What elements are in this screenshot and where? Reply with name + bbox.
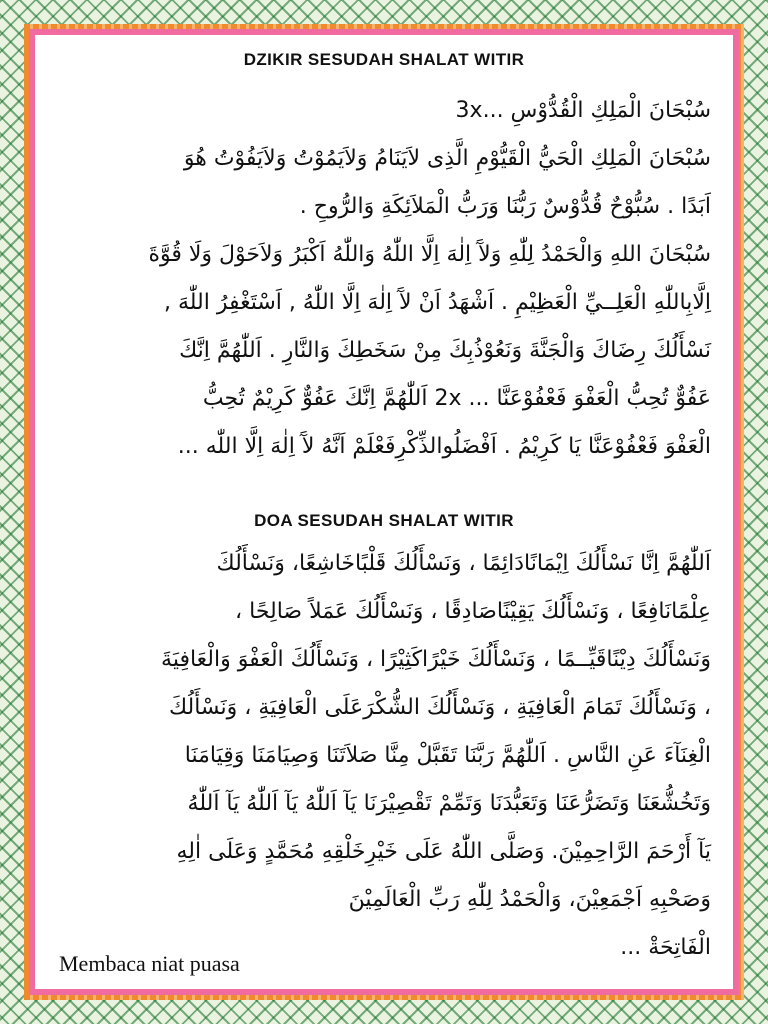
doa-line: الْفَاتِحَةْ ... — [620, 935, 711, 960]
dzikir-line: سُبْحَانَ الْمَلِكِ الْحَيُّ الْقَيُّوْمِ الَّذِى لاَيَنَامُ وَلاَيَمُوْتُ وَلاَيَفُوْتُ هُوَ — [183, 146, 711, 171]
dzikir-line: نَسْأَلُكَ رِضَاكَ وَالْجَنَّةَ وَنَعُوْذُبِكَ مِنْ سَخَطِكَ وَالنَّارِ . اَللّٰهُمَّ اِنَّكَ — [179, 338, 711, 363]
dzikir-line: سُبْحَانَ الْمَلِكِ الْقُدُّوْسِ ...3x — [455, 98, 711, 123]
doa-line: الْغِنَآءَ عَنِ النَّاسِ . اَللّٰهُمَّ رَبَّنَا تَقَبَّلْ مِنَّا صَلاَتَنَا وَصِيَامَنَا وَقِيَامَنَا — [184, 743, 711, 768]
dzikir-line: سُبْحَانَ اللهِ وَالْحَمْدُ لِلّٰهِ وَلآَ اِلٰهَ اِلَّا اللّٰهُ وَاللّٰهُ اَكْبَرُ وَلاَحَوْلَ وَلَا قُوَّةَ — [148, 242, 711, 267]
dzikir-line: اِلَّابِاللّٰهِ الْعَلِــيِّ الْعَظِيْمِ . اَشْهَدُ اَنْ لآَ اِلٰهَ اِلَّا اللّٰهُ , اَسْتَغْفِرُ اللّٰهَ , — [163, 290, 711, 315]
doa-line: وَتَخُشُّعَنَا وَتَضَرُّعَنَا وَتَعَبُّدَنَا وَتَمِّمْ تَقْصِيْرَنَا يَآ اَللّٰهُ يَآ اَللّٰهُ يَآ اَللّٰهُ — [187, 791, 711, 816]
niat-puasa-note: Membaca niat puasa — [59, 951, 240, 976]
dzikir-line: عَفُوٌّ تُحِبُّ الْعَفْوَ فَعْفُوْعَنَّا ... 2x اَللّٰهُمَّ اِنَّكَ عَفُوٌّ كَرِيْمٌ تُحِبُّ — [202, 386, 711, 411]
doa-line: ، وَنَسْأَلُكَ تَمَامَ الْعَافِيَةِ ، وَنَسْأَلُكَ الشُّكْرَعَلَى الْعَافِيَةِ ، وَنَسْأَلُكَ — [168, 695, 711, 720]
section-title-doa: DOA SESUDAH SHALAT WITIR — [254, 511, 514, 530]
section-title-dzikir: DZIKIR SESUDAH SHALAT WITIR — [243, 50, 525, 69]
doa-line: وَصَحْبِهِ اَجْمَعِيْنَ، وَالْحَمْدُ لِلّٰهِ رَبِّ الْعَالَمِيْنَ — [348, 887, 711, 912]
dzikir-line: اَبَدًا . سُبُّوْحٌ قُدُّوْسٌ رَبُّنَا وَرَبُّ الْمَلاَئِكَةِ وَالرُّوحِ . — [299, 194, 711, 219]
doa-line: يَآ أَرْحَمَ الرَّاحِمِيْنَ. وَصَلَّى اللّٰهُ عَلَى خَيْرِخَلْقِهِ مُحَمَّدٍ وَعَلَى اٰلِهِ — [176, 839, 711, 864]
dzikir-line: الْعَفْوَ فَعْفُوْعَنَّا يَا كَرِيْمُ . اَفْضَلُوالذِّكْرِفَعْلَمْ اَنَّهُ لآَ اِلٰهَ اِلَّا اللّٰه ... — [177, 434, 711, 459]
doa-text — [35, 540, 733, 972]
document-content — [35, 35, 733, 989]
doa-line: عِلْمًانَافِعًا ، وَنَسْأَلُكَ يَقِيْنًاصَادِقًا ، وَنَسْأَلُكَ عَمَلاً صَالِحًا ، — [235, 599, 711, 624]
doa-line: اَللّٰهُمَّ اِنَّا نَسْأَلُكَ اِيْمَانًادَائِمًا ، وَنَسْأَلُكَ قَلْبًاخَاشِعًا، وَنَسْأَلُكَ — [216, 551, 711, 576]
doa-line: وَنَسْأَلُكَ دِيْنًاقَيِّــمًا ، وَنَسْأَلُكَ خَيْرًاكَثِيْرًا ، وَنَسْأَلُكَ الْعَفْوَ وَالْعَافِيَةَ — [161, 647, 711, 672]
dzikir-text — [35, 87, 733, 471]
